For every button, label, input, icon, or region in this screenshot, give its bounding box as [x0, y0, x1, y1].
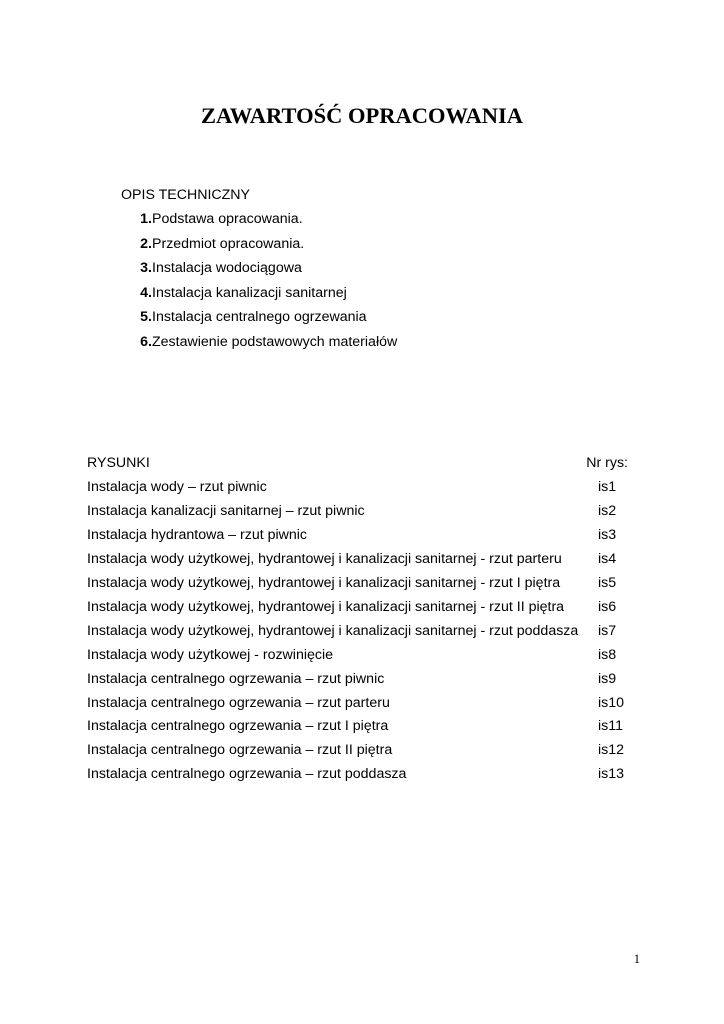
drawing-number: is2	[598, 503, 617, 520]
technical-description-list	[121, 209, 397, 356]
table-row	[87, 549, 628, 573]
drawing-number: is9	[598, 670, 617, 687]
table-row	[87, 740, 628, 764]
table-row	[87, 525, 628, 549]
list-item	[121, 209, 397, 234]
drawing-title: Instalacja wody – rzut piwnic	[87, 479, 267, 496]
technical-description-heading: OPIS TECHNICZNY	[121, 187, 251, 203]
drawing-number: is7	[598, 622, 617, 639]
list-item-number: 2.	[140, 235, 152, 252]
list-item	[121, 258, 397, 283]
list-item	[121, 307, 397, 332]
list-item-text: Instalacja wodociągowa	[152, 260, 302, 276]
drawings-heading: RYSUNKI	[87, 455, 150, 471]
table-row	[87, 597, 628, 621]
table-row	[87, 645, 628, 669]
table-row	[87, 501, 628, 525]
list-item-text: Instalacja kanalizacji sanitarnej	[152, 284, 347, 301]
drawing-title: Instalacja kanalizacji sanitarnej – rzut piwnic	[87, 503, 365, 520]
drawing-number: is8	[598, 646, 617, 663]
table-row	[87, 669, 628, 693]
list-item-number: 6.	[140, 333, 152, 350]
list-item-number: 3.	[140, 260, 152, 276]
technical-description-section	[121, 185, 397, 356]
table-row	[87, 477, 628, 501]
drawing-number-heading: Nr rys:	[586, 455, 628, 471]
list-item-text: Przedmiot opracowania.	[152, 235, 305, 252]
table-row	[87, 573, 628, 597]
drawing-title: Instalacja centralnego ogrzewania – rzut piwnic	[87, 670, 385, 687]
drawing-title: Instalacja wody użytkowej - rozwinięcie	[87, 646, 334, 663]
drawing-title: Instalacja wody użytkowej, hydrantowej i kanalizacji sanitarnej - rzut II piętra	[87, 598, 565, 615]
drawing-number: is5	[598, 575, 617, 592]
drawing-number: is10	[598, 694, 625, 711]
drawing-title: Instalacja wody użytkowej, hydrantowej i kanalizacji sanitarnej - rzut poddasza	[87, 622, 579, 639]
drawing-title: Instalacja wody użytkowej, hydrantowej i kanalizacji sanitarnej - rzut parteru	[87, 551, 562, 568]
list-item-text: Podstawa opracowania.	[152, 211, 303, 227]
list-item-number: 4.	[140, 284, 152, 301]
drawing-title: Instalacja centralnego ogrzewania – rzut parteru	[87, 694, 390, 711]
drawings-section	[87, 453, 628, 788]
table-row	[87, 716, 628, 740]
drawing-number: is3	[598, 527, 617, 544]
list-item	[121, 234, 397, 259]
page-number: 1	[633, 952, 640, 966]
drawing-number: is6	[598, 598, 617, 615]
document-title: ZAWARTOŚĆ OPRACOWANIA	[201, 103, 523, 129]
drawing-number: is13	[598, 766, 625, 783]
drawing-number: is1	[598, 479, 617, 496]
list-item-text: Instalacja centralnego ogrzewania	[152, 309, 367, 325]
list-item	[121, 283, 397, 308]
list-item	[121, 332, 397, 357]
list-item-number: 1.	[140, 211, 152, 227]
table-row	[87, 693, 628, 717]
drawings-header-row	[87, 453, 628, 477]
drawing-number: is12	[598, 742, 625, 759]
table-row	[87, 764, 628, 788]
list-item-number: 5.	[140, 309, 152, 325]
drawing-title: Instalacja hydrantowa – rzut piwnic	[87, 527, 308, 544]
drawing-title: Instalacja centralnego ogrzewania – rzut I piętra	[87, 718, 389, 735]
drawing-title: Instalacja centralnego ogrzewania – rzut poddasza	[87, 766, 407, 783]
drawing-title: Instalacja wody użytkowej, hydrantowej i kanalizacji sanitarnej - rzut I piętra	[87, 575, 561, 592]
table-row	[87, 621, 628, 645]
drawing-number: is4	[598, 551, 617, 568]
list-item-text: Zestawienie podstawowych materiałów	[152, 333, 398, 350]
drawing-title: Instalacja centralnego ogrzewania – rzut II piętra	[87, 742, 393, 759]
drawing-number: is11	[598, 718, 623, 735]
